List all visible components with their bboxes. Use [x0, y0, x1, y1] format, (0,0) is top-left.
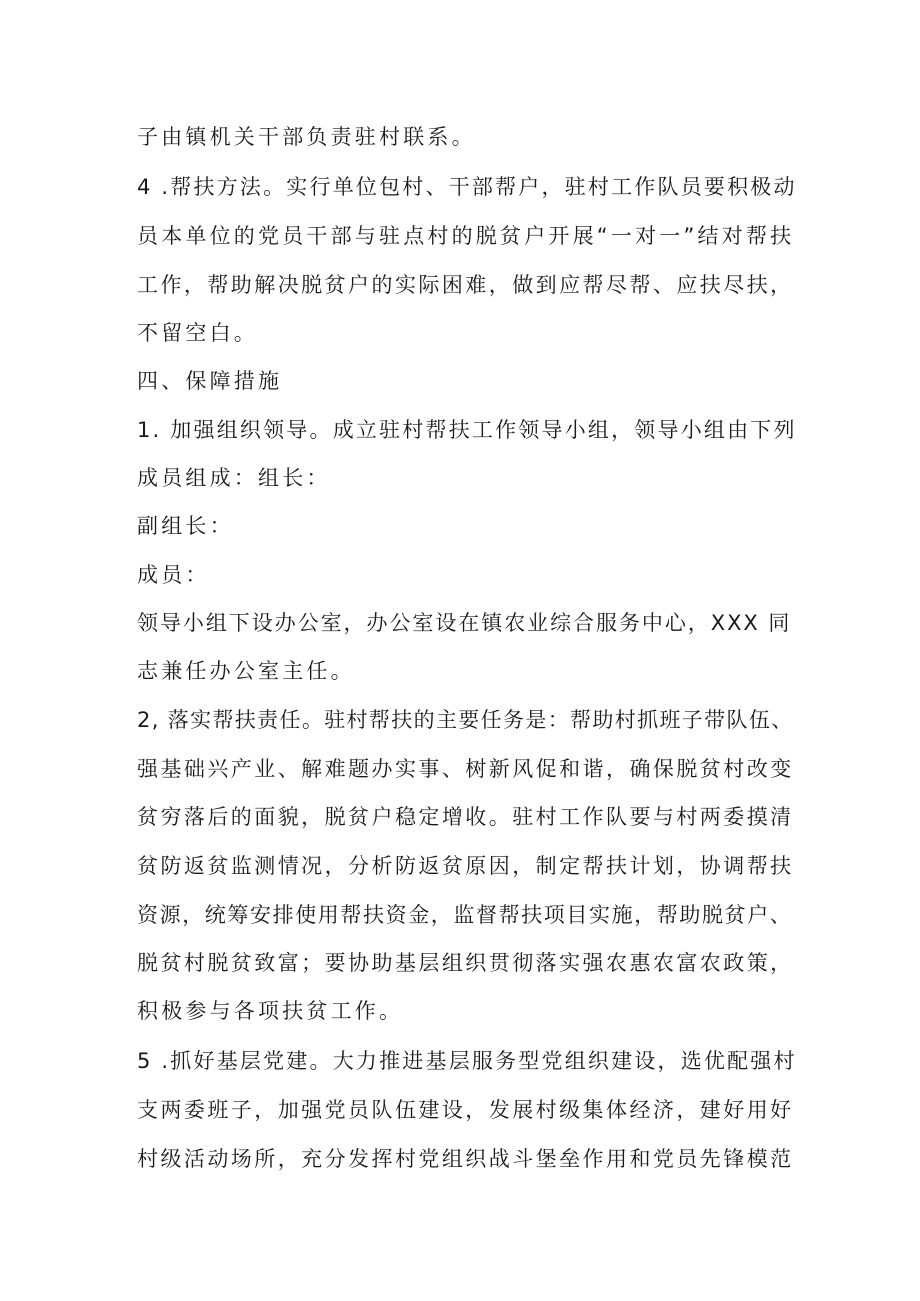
text-line: 5 .抓好基层党建。大力推进基层服务型党组织建设，选优配强村 [137, 1049, 797, 1073]
text-line: 强基础兴产业、解难题办实事、树新风促和谐，确保脱贫村改变 [137, 757, 794, 781]
text-line: 脱贫村脱贫致富；要协助基层组织贯彻落实强农惠农富农政策， [137, 951, 794, 975]
text-line: 1. 加强组织领导。成立驻村帮扶工作领导小组，领导小组由下列 [137, 418, 797, 442]
text-line: 2, 落实帮扶责任。驻村帮扶的主要任务是：帮助村抓班子带队伍、 [137, 708, 794, 732]
text-line: 支两委班子，加强党员队伍建设，发展村级集体经济，建好用好 [137, 1098, 794, 1122]
text-line: 成员： [137, 563, 210, 587]
text-line: 子由镇机关干部负责驻村联系。 [137, 125, 476, 149]
text-line: 员本单位的党员干部与驻点村的脱贫户开展“一对一”结对帮扶 [137, 224, 795, 248]
text-line: 成员组成：组长： [137, 466, 331, 490]
text-line: 不留空白。 [137, 321, 258, 345]
text-line: 资源，统筹安排使用帮扶资金，监督帮扶项目实施，帮助脱贫户、 [137, 903, 793, 927]
section-heading: 四、保障措施 [137, 369, 283, 393]
text-line: 贫防返贫监测情况，分析防返贫原因，制定帮扶计划，协调帮扶 [137, 854, 794, 878]
text-line: 志兼任办公室主任。 [137, 659, 355, 683]
text-line: 副组长： [137, 514, 234, 538]
text-line: 工作，帮助解决脱贫户的实际困难，做到应帮尽帮、应扶尽扶， [137, 273, 794, 297]
text-line: 领导小组下设办公室，办公室设在镇农业综合服务中心，XXX 同 [137, 611, 792, 635]
text-line: 村级活动场所，充分发挥村党组织战斗堡垒作用和党员先锋模范 [137, 1147, 794, 1171]
text-line: 4 .帮扶方法。实行单位包村、干部帮户，驻村工作队员要积极动 [137, 175, 797, 199]
text-line: 贫穷落后的面貌，脱贫户稳定增收。驻村工作队要与村两委摸清 [137, 805, 794, 829]
text-line: 积极参与各项扶贫工作。 [137, 999, 404, 1023]
